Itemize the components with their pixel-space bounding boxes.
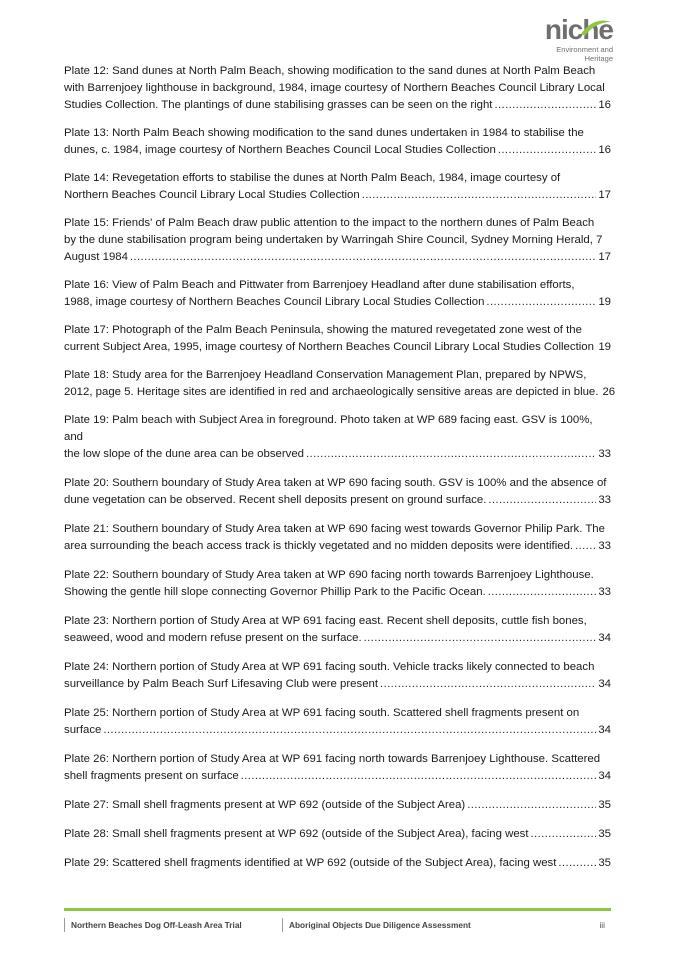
toc-entry-line: with Barrenjoey lighthouse in background, 1984, image courtesy of Northern Beaches Council Library Local bbox=[64, 82, 605, 94]
toc-entry-last-line bbox=[64, 676, 611, 693]
toc-entry-text: Northern Beaches Council Library Local Studies Collection bbox=[64, 189, 360, 201]
toc-entry-last-line bbox=[64, 538, 611, 555]
toc-entry-line: Plate 18: Study area for the Barrenjoey Headland Conservation Management Plan, prepared by NPWS, bbox=[64, 369, 587, 381]
toc-entry-last-line bbox=[64, 584, 611, 601]
toc-page-number: 16 bbox=[598, 144, 611, 156]
toc-page-number: 17 bbox=[598, 189, 611, 201]
toc-entry-text: dunes, c. 1984, image courtesy of Northern Beaches Council Local Studies Collection bbox=[64, 144, 496, 156]
niche-logo bbox=[527, 14, 613, 63]
footer-project-title: Northern Beaches Dog Off-Leash Area Trial bbox=[64, 918, 242, 932]
toc-entry-last-line bbox=[64, 294, 611, 311]
toc-entry-last-line bbox=[64, 722, 611, 739]
toc-entry-text: Plate 27: Small shell fragments present at WP 692 (outside of the Subject Area) bbox=[64, 799, 466, 811]
toc-entry-last-line bbox=[64, 797, 611, 814]
toc-page-number: 35 bbox=[598, 799, 611, 811]
toc-entry-text: area surrounding the beach access track is thickly vegetated and no midden deposits were identified. bbox=[64, 540, 574, 552]
toc-entry-line: Plate 25: Northern portion of Study Area at WP 691 facing south. Scattered shell fragments present on bbox=[64, 707, 580, 719]
toc-entry[interactable] bbox=[64, 613, 611, 647]
toc-entry-line: Plate 17: Photograph of the Palm Beach Peninsula, showing the matured revegetated zone west of the bbox=[64, 324, 582, 336]
toc-entry[interactable] bbox=[64, 125, 611, 159]
toc-entry[interactable] bbox=[64, 797, 611, 814]
toc-entry-text: Studies Collection. The plantings of dune stabilising grasses can be seen on the right bbox=[64, 99, 493, 111]
toc-entry[interactable] bbox=[64, 475, 611, 509]
toc-page-number: 35 bbox=[598, 857, 611, 869]
dot-leader bbox=[467, 797, 596, 814]
toc-entry[interactable] bbox=[64, 751, 611, 785]
toc-entry-line: Plate 16: View of Palm Beach and Pittwater from Barrenjoey Headland after dune stabilisation efforts, bbox=[64, 279, 575, 291]
dot-leader bbox=[575, 538, 596, 555]
toc-page-number: 26 bbox=[602, 386, 616, 398]
toc-entry-last-line bbox=[64, 855, 611, 872]
dot-leader bbox=[241, 768, 597, 785]
toc-entry[interactable] bbox=[64, 367, 616, 401]
toc-entry-text: surveillance by Palm Beach Surf Lifesaving Club were present bbox=[64, 678, 379, 690]
toc-entry-text: the low slope of the dune area can be observed bbox=[64, 448, 305, 460]
toc-page-number: 19 bbox=[598, 341, 611, 353]
dot-leader bbox=[488, 584, 597, 601]
toc-entry[interactable] bbox=[64, 659, 611, 693]
toc-entry[interactable] bbox=[64, 277, 611, 311]
toc-entry-line: by the dune stabilisation program being undertaken by Warringah Shire Council, Sydney Morning Herald, 7 bbox=[64, 234, 603, 246]
toc-entry-last-line bbox=[64, 339, 611, 356]
logo-tagline: Environment and Heritage bbox=[556, 45, 613, 63]
dot-leader bbox=[364, 630, 597, 647]
toc-page-number: 34 bbox=[598, 632, 611, 644]
toc-entry[interactable] bbox=[64, 567, 611, 601]
toc-entry-line: Plate 26: Northern portion of Study Area at WP 691 facing north towards Barrenjoey Lighthouse. Scattered bbox=[64, 753, 601, 765]
list-of-plates bbox=[64, 63, 616, 884]
toc-page-number: 33 bbox=[598, 494, 611, 506]
dot-leader bbox=[306, 446, 596, 463]
dot-leader bbox=[531, 826, 597, 843]
toc-page-number: 33 bbox=[598, 540, 611, 552]
toc-entry-last-line bbox=[64, 630, 611, 647]
toc-entry-last-line bbox=[64, 492, 611, 509]
toc-entry-line: Plate 12: Sand dunes at North Palm Beach, showing modification to the sand dunes at North Palm Beach bbox=[64, 65, 596, 77]
toc-entry[interactable] bbox=[64, 705, 611, 739]
footer-report-title: Aboriginal Objects Due Diligence Assessment bbox=[282, 918, 471, 932]
toc-entry-line: Plate 20: Southern boundary of Study Area taken at WP 690 facing south. GSV is 100% and the absence of bbox=[64, 477, 607, 489]
logo-wordmark: niche bbox=[544, 14, 613, 45]
toc-page-number: 34 bbox=[598, 770, 611, 782]
toc-page-number: 19 bbox=[598, 296, 611, 308]
toc-entry-text: current Subject Area, 1995, image courtesy of Northern Beaches Council Library Local Studies Collection bbox=[64, 341, 594, 353]
toc-entry-last-line bbox=[64, 97, 611, 114]
dot-leader bbox=[486, 294, 596, 311]
toc-entry-text: 1988, image courtesy of Northern Beaches Council Library Local Studies Collection bbox=[64, 296, 485, 308]
toc-entry-last-line bbox=[64, 446, 611, 463]
toc-entry[interactable] bbox=[64, 63, 611, 114]
toc-entry-last-line bbox=[64, 249, 611, 266]
toc-entry-last-line bbox=[64, 187, 611, 204]
dot-leader bbox=[488, 492, 596, 509]
toc-entry-line: Plate 23: Northern portion of Study Area at WP 691 facing east. Recent shell deposits, cuttle fish bones, bbox=[64, 615, 587, 627]
toc-entry-text: August 1984 bbox=[64, 251, 128, 263]
toc-entry-last-line bbox=[64, 768, 611, 785]
dot-leader bbox=[380, 676, 596, 693]
toc-entry-text: surface bbox=[64, 724, 102, 736]
dot-leader bbox=[362, 187, 597, 204]
toc-entry-text: seaweed, wood and modern refuse present on the surface. bbox=[64, 632, 362, 644]
toc-entry[interactable] bbox=[64, 322, 611, 356]
toc-page-number: 33 bbox=[598, 448, 611, 460]
footer-divider bbox=[64, 908, 611, 911]
toc-entry-line: Plate 13: North Palm Beach showing modification to the sand dunes undertaken in 1984 to stabilise the bbox=[64, 127, 584, 139]
dot-leader bbox=[498, 142, 597, 159]
toc-entry-line: Plate 22: Southern boundary of Study Area taken at WP 690 facing north towards Barrenjoey Lighthouse. bbox=[64, 569, 594, 581]
footer-page-number: iii bbox=[599, 920, 605, 930]
toc-entry-line: Plate 14: Revegetation efforts to stabilise the dunes at North Palm Beach, 1984, image courtesy of bbox=[64, 172, 561, 184]
toc-page-number: 34 bbox=[598, 724, 611, 736]
toc-entry[interactable] bbox=[64, 215, 611, 266]
toc-entry-text: Plate 28: Small shell fragments present at WP 692 (outside of the Subject Area), facing west bbox=[64, 828, 529, 840]
toc-entry-text: 2012, page 5. Heritage sites are identified in red and archaeologically sensitive areas are depicted in blue. bbox=[64, 386, 599, 398]
toc-entry-text: Showing the gentle hill slope connecting Governor Phillip Park to the Pacific Ocean. bbox=[64, 586, 486, 598]
toc-entry[interactable] bbox=[64, 826, 611, 843]
toc-entry-line: Plate 15: Friends' of Palm Beach draw public attention to the impact to the northern dunes of Palm Beach bbox=[64, 217, 595, 229]
toc-entry[interactable] bbox=[64, 412, 611, 463]
toc-page-number: 17 bbox=[598, 251, 611, 263]
dot-leader bbox=[103, 722, 596, 739]
toc-entry-text: Plate 29: Scattered shell fragments identified at WP 692 (outside of the Subject Area), facing west bbox=[64, 857, 557, 869]
toc-page-number: 33 bbox=[598, 586, 611, 598]
toc-entry-last-line bbox=[64, 384, 616, 401]
toc-entry-line: Plate 21: Southern boundary of Study Area taken at WP 690 facing west towards Governor Philip Park. The bbox=[64, 523, 605, 535]
leaf-swoosh-icon bbox=[579, 18, 613, 38]
dot-leader bbox=[494, 97, 596, 114]
toc-entry-line: Plate 19: Palm beach with Subject Area in foreground. Photo taken at WP 689 facing east. GSV is 100%, and bbox=[64, 414, 593, 443]
dot-leader bbox=[130, 249, 596, 266]
toc-page-number: 34 bbox=[598, 678, 611, 690]
toc-entry[interactable] bbox=[64, 521, 611, 555]
toc-entry-text: dune vegetation can be observed. Recent shell deposits present on ground surface. bbox=[64, 494, 487, 506]
dot-leader bbox=[558, 855, 596, 872]
toc-entry-line: Plate 24: Northern portion of Study Area at WP 691 facing south. Vehicle tracks likely connected to beach bbox=[64, 661, 595, 673]
toc-entry-text: shell fragments present on surface bbox=[64, 770, 239, 782]
toc-entry[interactable] bbox=[64, 170, 611, 204]
toc-page-number: 16 bbox=[598, 99, 611, 111]
toc-entry[interactable] bbox=[64, 855, 611, 872]
toc-entry-last-line bbox=[64, 142, 611, 159]
toc-entry-last-line bbox=[64, 826, 611, 843]
toc-page-number: 35 bbox=[598, 828, 611, 840]
page-footer bbox=[64, 918, 611, 932]
